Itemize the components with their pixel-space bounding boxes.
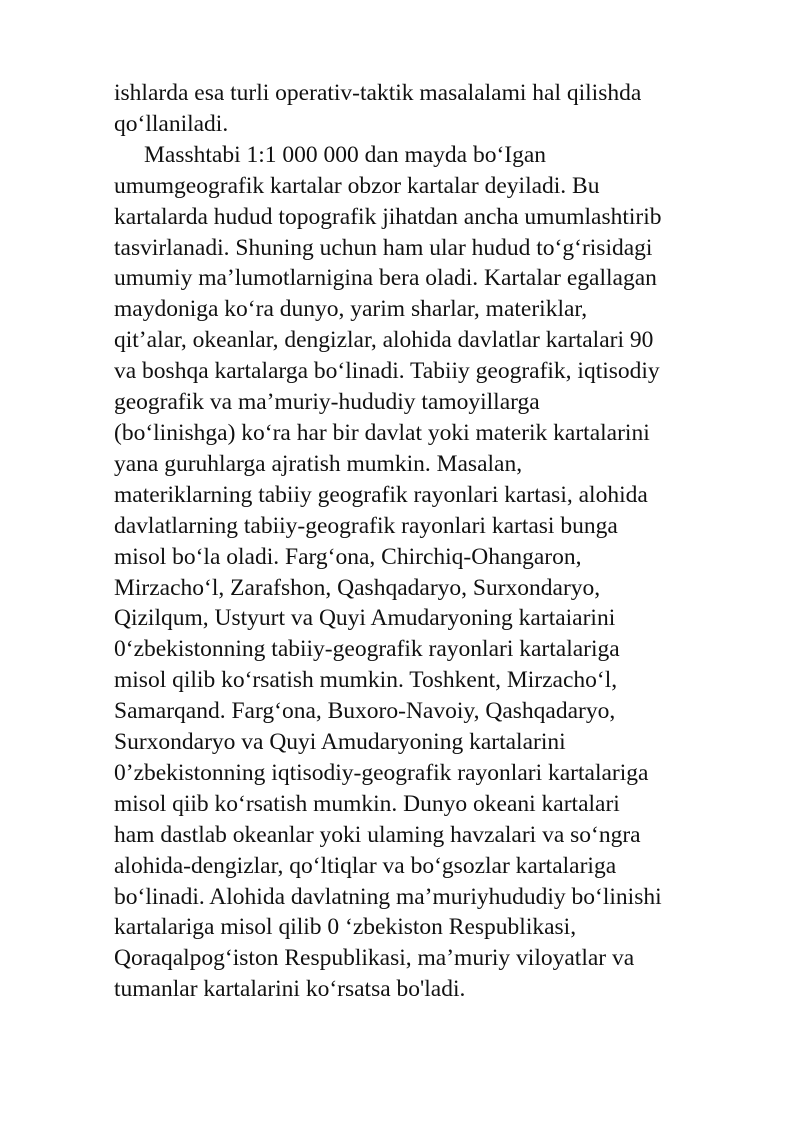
text-line: Mirzacho‘l, Zarafshon, Qashqadaryo, Surxondaryo, — [114, 574, 601, 601]
text-line: ishlarda esa turli operativ-taktik masalalami hal qilishda — [114, 80, 642, 106]
text-line: (bo‘linishga) ko‘ra har bir davlat yoki materik kartalarini — [114, 419, 650, 446]
text-line: umumgeografik kartalar obzor kartalar deyiladi. Bu — [114, 172, 600, 199]
text-line: maydoniga ko‘ra dunyo, yarim sharlar, materiklar, — [114, 296, 588, 323]
text-line: Qizilqum, Ustyurt va Quyi Amudaryoning kartaiarini — [114, 605, 616, 632]
text-line: Samarqand. Farg‘ona, Buxoro-Navoiy, Qashqadaryo, — [114, 698, 616, 725]
text-line: qo‘llaniladi. — [114, 110, 229, 137]
text-line: misol bo‘la oladi. Farg‘ona, Chirchiq-Ohangaron, — [114, 543, 582, 570]
text-line: geografik va ma’muriy-hududiy tamoyillarga — [114, 389, 540, 416]
body-text — [114, 78, 754, 1005]
text-line: kartalariga misol qilib 0 ‘zbekiston Respublikasi, — [114, 914, 577, 941]
paragraph-start-line: Masshtabi 1:1 000 000 dan mayda bo‘Igan — [144, 141, 547, 168]
text-line: tumanlar kartalarini ko‘rsatsa bo'ladi. — [114, 976, 466, 1003]
text-line: bo‘linadi. Alohida davlatning ma’muriyhududiy bo‘linishi — [114, 883, 662, 910]
text-line: Surxondaryo va Quyi Amudaryoning kartalarini — [114, 729, 566, 756]
text-line: 0‘zbekistonning tabiiy-geografik rayonlari kartalariga — [114, 636, 620, 663]
text-line: ham dastlab okeanlar yoki ulaming havzalari va so‘ngra — [114, 821, 641, 848]
text-line: tasvirlanadi. Shuning uchun ham ular hudud to‘g‘risidagi — [114, 234, 653, 261]
text-line: va boshqa kartalarga bo‘linadi. Tabiiy geografik, iqtisodiy — [114, 358, 660, 385]
text-line: misol qiib ko‘rsatish mumkin. Dunyo okeani kartalari — [114, 790, 620, 817]
text-line: yana guruhlarga ajratish mumkin. Masalan, — [114, 450, 523, 477]
text-line: umumiy ma’lumotlarnigina bera oladi. Kartalar egallagan — [114, 265, 657, 292]
text-line: materiklarning tabiiy geografik rayonlari kartasi, alohida — [114, 481, 648, 508]
text-line: Qoraqalpog‘iston Respublikasi, ma’muriy viloyatlar va — [114, 945, 635, 972]
text-line: kartalarda hudud topografik jihatdan ancha umumlashtirib — [114, 203, 662, 230]
text-line: qit’alar, okeanlar, dengizlar, alohida davlatlar kartalari 90 — [114, 327, 654, 354]
text-line: misol qilib ko‘rsatish mumkin. Toshkent, Mirzacho‘l, — [114, 667, 618, 694]
text-line: 0’zbekistonning iqtisodiy-geografik rayonlari kartalariga — [114, 759, 649, 786]
text-line: alohida-dengizlar, qo‘ltiqlar va bo‘gsozlar kartalariga — [114, 852, 617, 879]
text-line: davlatlarning tabiiy-geografik rayonlari kartasi bunga — [114, 512, 618, 539]
